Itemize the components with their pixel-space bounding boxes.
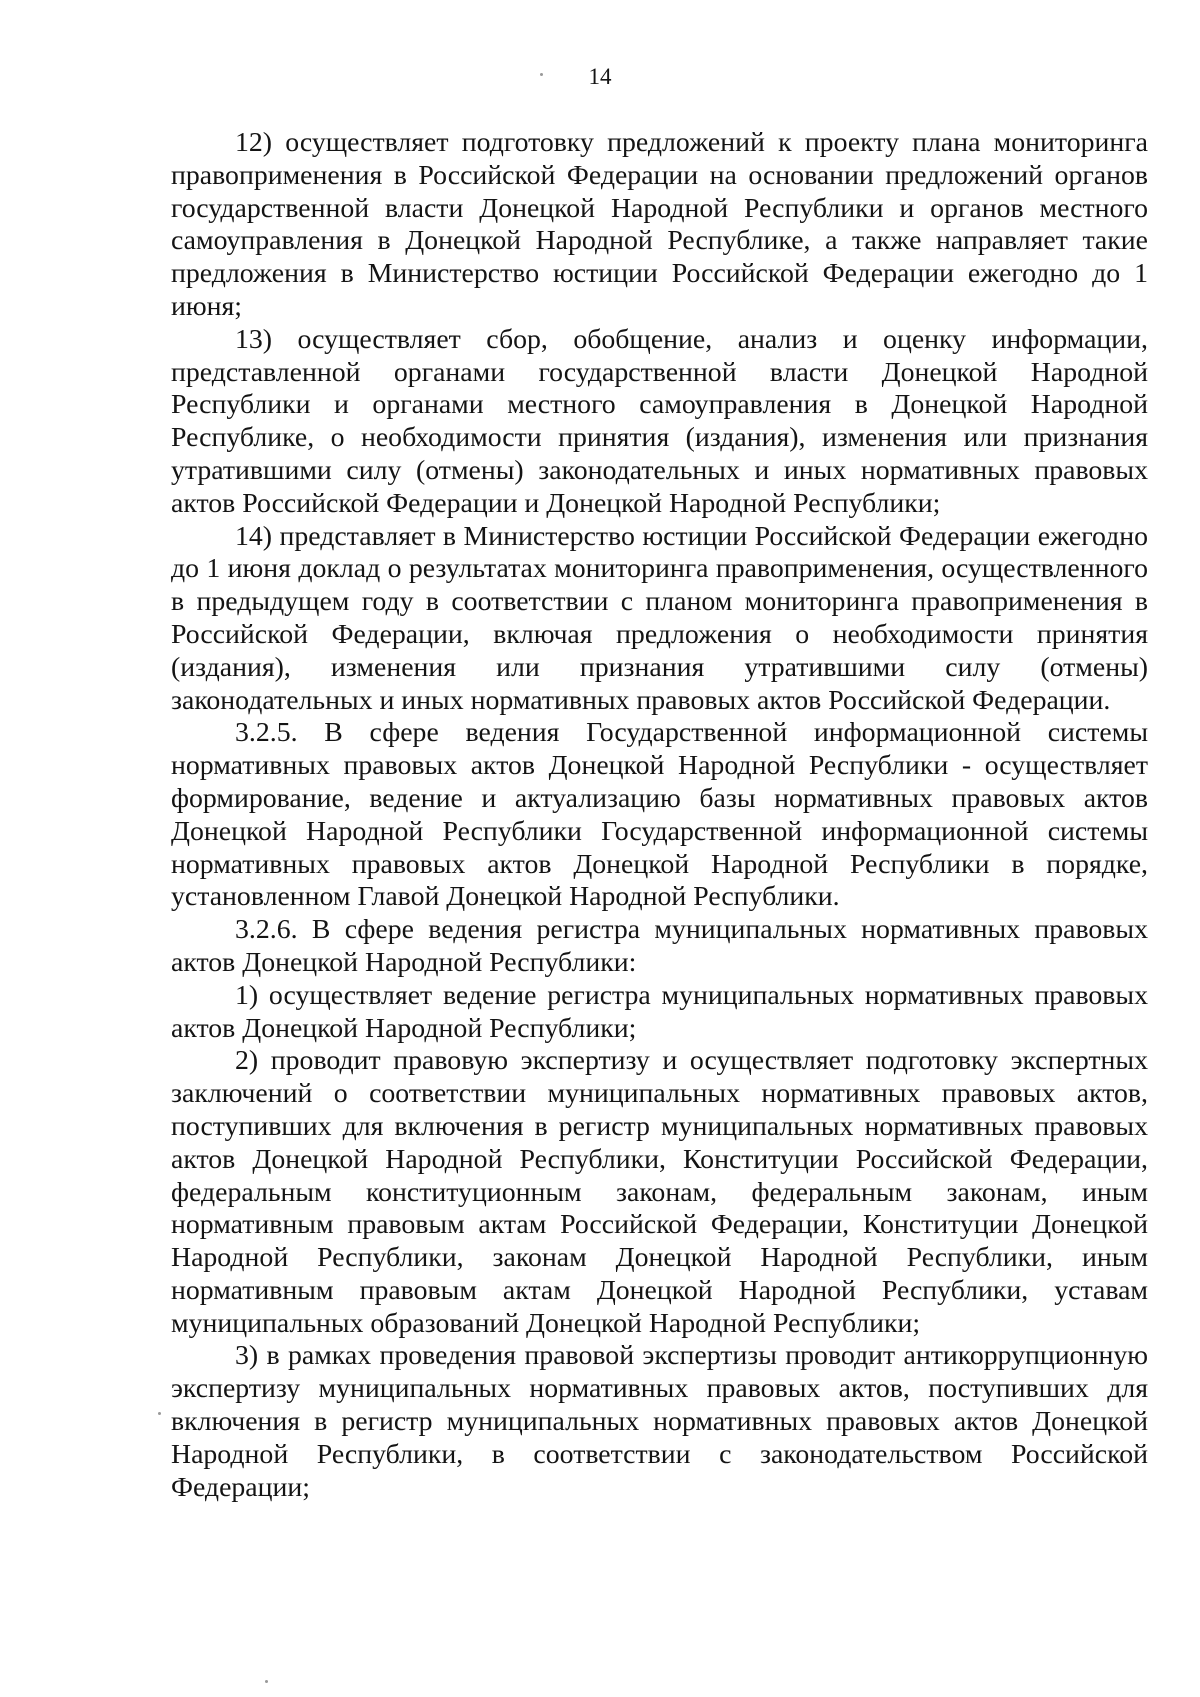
paragraph-section-3-2-5: 3.2.5. В сфере ведения Государственной информационной системы нормативных правовых актов Донецкой Народной Республики - осуществляет формирование, ведение и актуализацию базы нормативных правовых актов Донецкой Народной Республики Государственной информационной системы нормативных правовых актов Донецкой Народной Республики в порядке, установленном Главой Донецкой Народной Республики.: [171, 717, 1148, 913]
paragraph-item-14: 14) представляет в Министерство юстиции Российской Федерации ежегодно до 1 июня доклад о результатах мониторинга правоприменения, осуществленного в предыдущем году в соответствии с планом мониторинга правоприменения в Российской Федерации, включая предложения о необходимости принятия (издания), изменения или признания утратившими силу (отмены) законодательных и иных нормативных правовых актов Российской Федерации.: [171, 520, 1148, 716]
paragraph-subitem-2: 2) проводит правовую экспертизу и осуществляет подготовку экспертных заключений о соответствии муниципальных нормативных правовых актов, поступивших для включения в регистр муниципальных нормативных правовых актов Донецкой Народной Республики, Конституции Российской Федерации, федеральным конституционным законам, федеральным законам, иным нормативным правовым актам Российской Федерации, Конституции Донецкой Народной Республики, законам Донецкой Народной Республики, иным нормативным правовым актам Донецкой Народной Республики, уставам муниципальных образований Донецкой Народной Республики;: [171, 1045, 1148, 1339]
scan-speck: [540, 73, 543, 76]
paragraph-subitem-1: 1) осуществляет ведение регистра муниципальных нормативных правовых актов Донецкой Народной Республики;: [171, 979, 1148, 1044]
paragraph-subitem-3: 3) в рамках проведения правовой экспертизы проводит антикоррупционную экспертизу муниципальных нормативных правовых актов, поступивших для включения в регистр муниципальных нормативных правовых актов Донецкой Народной Республики, в соответствии с законодательством Российской Федерации;: [171, 1340, 1148, 1503]
scan-speck: [265, 1680, 268, 1683]
document-body: [171, 127, 1148, 1504]
paragraph-item-12: 12) осуществляет подготовку предложений к проекту плана мониторинга правоприменения в Российской Федерации на основании предложений органов государственной власти Донецкой Народной Республики и органов местного самоуправления в Донецкой Народной Республике, а также направляет такие предложения в Министерство юстиции Российской Федерации ежегодно до 1 июня;: [171, 127, 1148, 322]
page-number: 14: [588, 64, 612, 89]
paragraph-item-13: 13) осуществляет сбор, обобщение, анализ и оценку информации, представленной органами государственной власти Донецкой Народной Республики и органами местного самоуправления в Донецкой Народной Республике, о необходимости принятия (издания), изменения или признания утратившими силу (отмены) законодательных и иных нормативных правовых актов Российской Федерации и Донецкой Народной Республики;: [171, 323, 1148, 519]
scan-speck: [158, 1412, 161, 1415]
paragraph-section-3-2-6: 3.2.6. В сфере ведения регистра муниципальных нормативных правовых актов Донецкой Народной Республики:: [171, 914, 1148, 978]
